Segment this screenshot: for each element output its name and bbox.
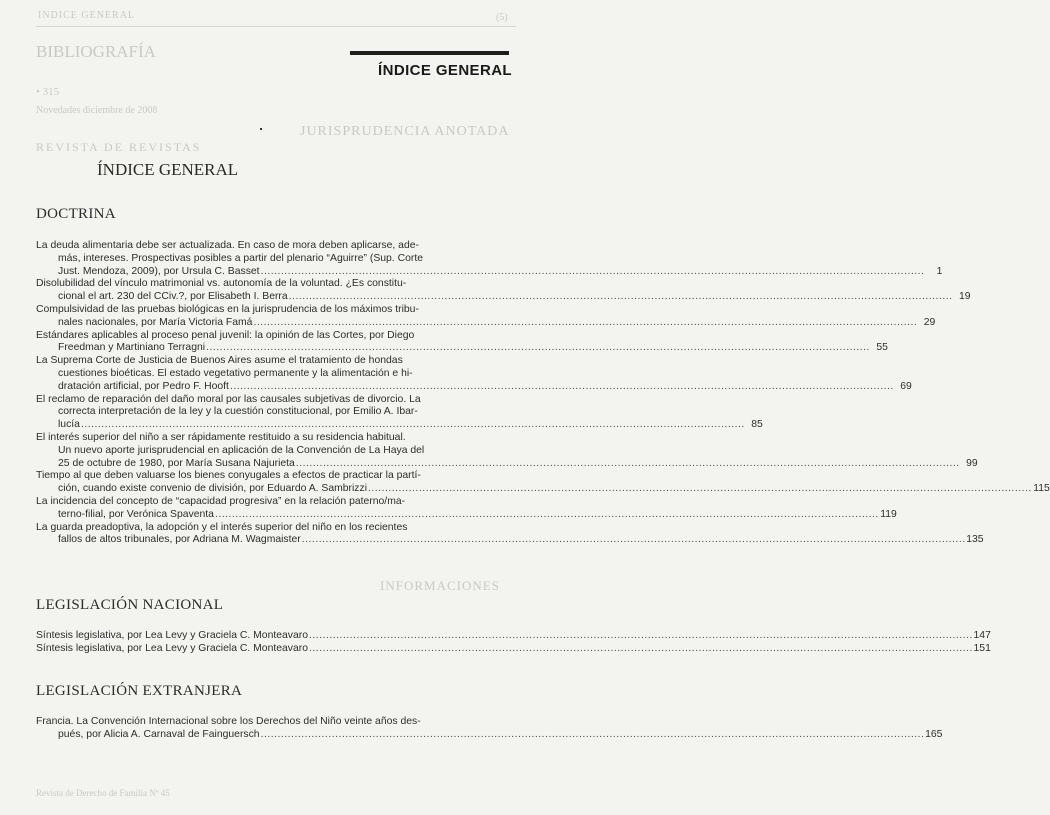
toc-entry: [36, 393, 763, 432]
dot-leader: [253, 317, 917, 330]
toc-entry: [36, 329, 888, 356]
toc-entry: [36, 240, 943, 278]
dot-leader: [309, 643, 973, 656]
toc-entry-text: Francia. La Convención Internacional sobre los Derechos del Niño veinte años des-: [36, 716, 421, 727]
dot-leader: [302, 534, 966, 547]
header-title: ÍNDICE GENERAL: [378, 62, 512, 79]
toc-list-legislacion-extranjera: [36, 716, 943, 742]
toc-entry-text: El reclamo de reparación del daño moral por las causales subjetivas de divorcio. La: [36, 393, 421, 405]
dot-leader: [215, 509, 879, 522]
toc-entry: [36, 278, 971, 304]
toc-page-number: 119: [880, 508, 897, 520]
section-title-legislacion-nacional: LEGISLACIÓN NACIONAL: [36, 597, 224, 613]
toc-entry-text: Just. Mendoza, 2009), por Ursula C. Basset: [58, 265, 260, 277]
ghost-running-head: INDICE GENERAL: [38, 10, 136, 21]
toc-entry-text: lucía: [58, 419, 80, 431]
toc-entry-text: Disolubilidad del vínculo matrimonial vs. autonomía de la voluntad. ¿Es constitu-: [36, 278, 407, 290]
toc-page-number: 165: [925, 728, 943, 740]
toc-entry-text: El interés superior del niño a ser rápidamente restituido a su residencia habitual.: [36, 431, 406, 443]
ghost-revista: REVISTA DE REVISTAS: [36, 140, 202, 154]
dot-leader: [206, 342, 870, 355]
toc-entry-text: pués, por Alicia A. Carnaval de Fainguersch: [58, 728, 260, 740]
dot-leader: [261, 729, 925, 742]
ghost-page-number: (5): [496, 12, 508, 23]
toc-entry-text: Freedman y Martiniano Terragni: [58, 342, 206, 354]
toc-page-number: 55: [876, 342, 888, 354]
toc-entry-text: La guarda preadoptiva, la adopción y el interés superior del niño en los recientes: [36, 521, 408, 533]
toc-entry-text: dratación artificial, por Pedro F. Hooft: [58, 380, 229, 392]
toc-entry-text: 25 de octubre de 1980, por María Susana Najurieta: [58, 457, 295, 469]
page-title: ÍNDICE GENERAL: [97, 160, 239, 179]
section-title-legislacion-extranjera: LEGISLACIÓN EXTRANJERA: [36, 683, 243, 699]
toc-list-doctrina: [36, 240, 1050, 547]
ghost-novedades: Novedades diciembre de 2008: [36, 105, 158, 116]
toc-entry: [36, 630, 991, 643]
toc-entry-text: más, intereses. Prospectivas posibles a partir del plenario “Aguirre” (Sup. Corte: [58, 252, 423, 264]
toc-entry-text: La Suprema Corte de Justicia de Buenos Aires asume el tratamiento de hondas: [36, 355, 403, 367]
ghost-top-rule: [36, 26, 516, 27]
dot-leader: [230, 381, 894, 394]
toc-entry-text: correcta interpretación de la ley y la cuestión constitucional, por Emilio A. Ibar-: [58, 406, 418, 418]
toc-page-number: 19: [958, 291, 971, 303]
dot-leader: [289, 291, 953, 304]
toc-entry-text: ción, cuando existe convenio de división, por Eduardo A. Sambrizzi: [58, 483, 368, 495]
ghost-footer: Revista de Derecho de Familia Nº 45: [36, 788, 170, 798]
toc-entry-text: cional el art. 230 del CCiv.?, por Elisabeth I. Berra: [58, 291, 288, 303]
ghost-page-ref: • 315: [36, 86, 60, 98]
toc-entry-text: nales nacionales, por María Victoria Famá: [58, 316, 253, 328]
ghost-jurisprudencia: JURISPRUDENCIA ANOTADA: [300, 124, 510, 139]
toc-entry: [36, 303, 936, 330]
toc-page-number: 147: [973, 630, 991, 641]
toc-entry-text: cuestiones bioéticas. El estado vegetativo permanente y la alimentación e hi-: [58, 367, 413, 379]
toc-entry-text: terno-filial, por Verónica Spaventa: [58, 508, 214, 520]
ghost-informaciones: INFORMACIONES: [380, 578, 500, 593]
decorative-dot: [260, 128, 262, 130]
header-rule: [350, 51, 509, 55]
toc-entry-text: Síntesis legislativa, por Lea Levy y Graciela C. Monteavaro: [36, 642, 309, 654]
toc-entry: [36, 521, 984, 548]
toc-entry: [36, 642, 991, 656]
toc-entry: [36, 431, 978, 470]
toc-entry: [36, 495, 897, 522]
dot-leader: [261, 266, 925, 279]
dot-leader: [296, 458, 960, 471]
toc-page-number: 99: [966, 457, 978, 469]
toc-entry: [36, 716, 943, 742]
toc-entry-text: Síntesis legislativa, por Lea Levy y Graciela C. Monteavaro: [36, 630, 309, 641]
toc-page-number: 29: [923, 316, 936, 328]
toc-entry: [36, 470, 1050, 496]
section-title-doctrina: DOCTRINA: [36, 206, 116, 222]
toc-page-number: 1: [936, 265, 943, 277]
dot-leader: [309, 630, 973, 643]
toc-page-number: 115: [1033, 483, 1050, 495]
toc-entry-text: Un nuevo aporte jurisprudencial en aplicación de la Convención de La Haya del: [58, 444, 425, 456]
toc-entry-text: Compulsividad de las pruebas biológicas en la jurisprudencia de los máximos tribu-: [36, 303, 419, 315]
toc-entry-text: fallos de altos tribunales, por Adriana M. Wagmaister: [58, 534, 301, 546]
toc-entry-text: La deuda alimentaria debe ser actualizada. En caso de mora deben aplicarse, ade-: [36, 240, 419, 251]
toc-page-number: 85: [751, 419, 763, 431]
dot-leader: [81, 419, 745, 432]
dot-leader: [368, 483, 1032, 496]
toc-page-number: 69: [900, 380, 912, 392]
ghost-bibliografia: BIBLIOGRAFÍA: [36, 42, 156, 61]
toc-page-number: 151: [973, 642, 991, 654]
toc-entry-text: Tiempo al que deben valuarse los bienes conyugales a efectos de practicar la partí-: [36, 470, 421, 482]
toc-entry-text: Estándares aplicables al proceso penal juvenil: la opinión de las Cortes, por Diego: [36, 329, 415, 341]
toc-entry-text: La incidencia del concepto de “capacidad progresiva” en la relación paterno/ma-: [36, 495, 406, 507]
toc-list-legislacion-nacional: [36, 630, 991, 656]
toc-entry: [36, 355, 912, 393]
toc-page-number: 135: [966, 534, 984, 546]
